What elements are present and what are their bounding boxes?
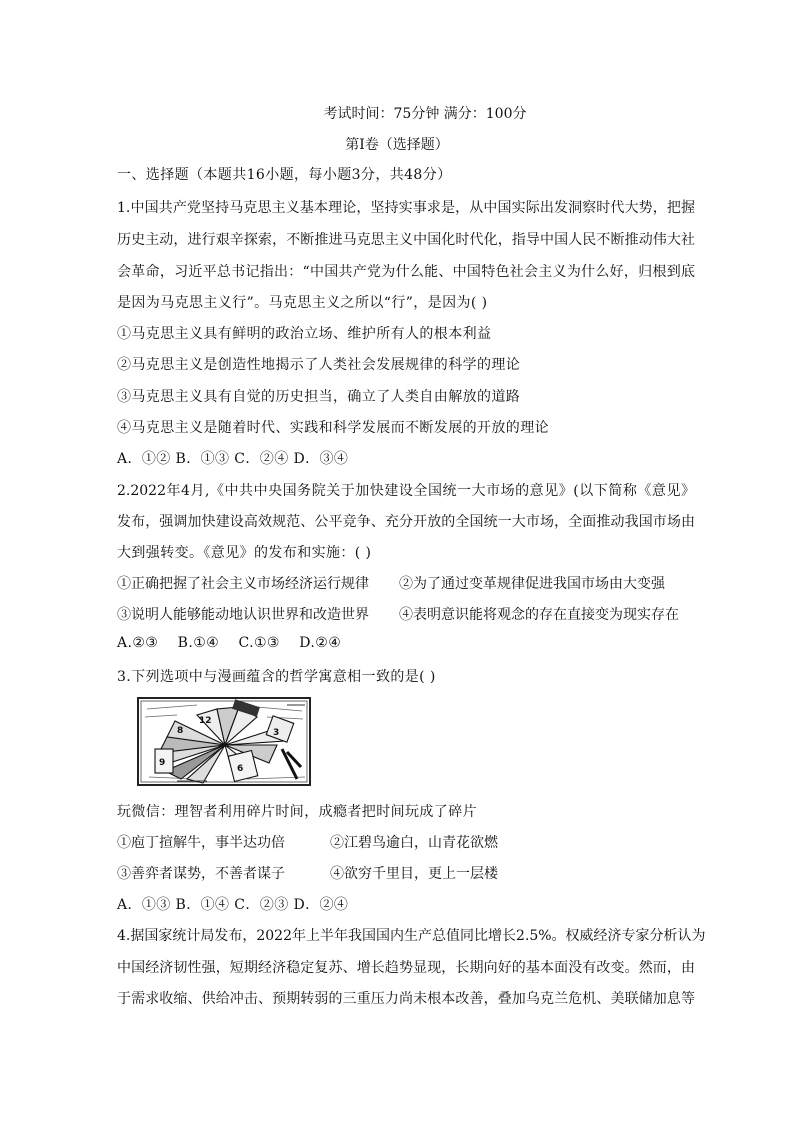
cartoon-digit-6: 6 [237, 764, 244, 774]
q1-line-1: 1.中国共产党坚持马克思主义基本理论，坚持实事求是，从中国实际出发洞察时代大势，把握 [117, 200, 695, 216]
q3-option-1: ①庖丁揎解牛，事半达功倍 [117, 835, 285, 851]
q3-caption: 玩微信：理智者利用碎片时间，成瘾者把时间玩成了碎片 [117, 804, 477, 820]
q1-line-4: 是因为马克思主义行”。马克思主义之所以“行”，是因为( ) [117, 295, 488, 311]
q1-line-3: 会革命，习近平总书记指出：“中国共产党为什么能、中国特色社会主义为什么好，归根到底 [117, 264, 695, 280]
q2-option-4: ④表明意识能将观念的存在直接变为现实存在 [399, 607, 679, 623]
q1-option-3: ③马克思主义具有自觉的历史担当，确立了人类自由解放的道路 [117, 389, 521, 405]
q1-option-4: ④马克思主义是随着时代、实践和科学发展而不断发展的开放的理论 [117, 420, 549, 436]
q2-option-2: ②为了通过变革规律促进我国市场由大变强 [399, 576, 665, 592]
q2-option-1: ①正确把握了社会主义市场经济运行规律 [117, 576, 369, 592]
q3-stem: 3.下列选项中与漫画蕴含的哲学寓意相一致的是( ) [117, 669, 436, 685]
q4-line-3: 于需求收缩、供给冲击、预期转弱的三重压力尚未根本改善，叠加乌克兰危机、美联储加息等 [117, 991, 695, 1007]
q3-option-2: ②江碧鸟逾白，山青花欲燃 [330, 835, 498, 851]
q1-option-1: ①马克思主义具有鲜明的政治立场、维护所有人的根本利益 [117, 326, 492, 342]
q2-answers: A.②③ B.①④ C.①③ D.②④ [117, 635, 342, 651]
cartoon-illustration-icon [137, 697, 311, 786]
cartoon-digit-3: 3 [273, 728, 280, 738]
q3-option-3: ③善弈者谋势，不善者谋子 [117, 866, 285, 882]
cartoon-digit-9: 9 [159, 758, 166, 768]
q3-option-4: ④欲穷千里目，更上一层楼 [330, 866, 498, 882]
q1-option-2: ②马克思主义是创造性地揭示了人类社会发展规律的科学的理论 [117, 357, 521, 373]
q4-line-2: 中国经济韧性强，短期经济稳定复苏、增长趋势显现，长期向好的基本面没有改变。然而，由 [117, 960, 695, 976]
q1-line-2: 历史主动，进行艰辛探索，不断推进马克思主义中国化时代化，指导中国人民不断推动伟大社 [117, 232, 695, 248]
section-title: 第Ⅰ卷（选择题） [345, 137, 449, 153]
q2-line-2: 发布，强调加快建设高效规范、公平竞争、充分开放的全国统一大市场，全面推动我国市场由 [117, 514, 695, 530]
part-title: 一、选择题（本题共16小题，每小题3分，共48分） [117, 167, 452, 183]
q2-line-1: 2.2022年4月,《中共中央国务院关于加快建设全国统一大市场的意见》(以下简称《意见》 [117, 483, 695, 499]
q2-line-3: 大到强转变。《意见》的发布和实施：( ) [117, 545, 372, 561]
q4-line-1: 4.据国家统计局发布，2022年上半年我国国内生产总值同比增长2.5%。权威经济专家分析认为 [117, 928, 706, 944]
exam-info: 考试时间：75分钟 满分：100分 [323, 106, 527, 122]
q2-option-3: ③说明人能够能动地认识世界和改造世界 [117, 607, 369, 623]
cartoon-digit-12: 12 [199, 716, 212, 726]
cartoon-digit-8: 8 [177, 726, 184, 736]
q1-answers: A．①② B．①③ C．②④ D．③④ [117, 451, 349, 467]
q3-answers: A．①③ B．①④ C．②③ D．②④ [117, 897, 349, 913]
